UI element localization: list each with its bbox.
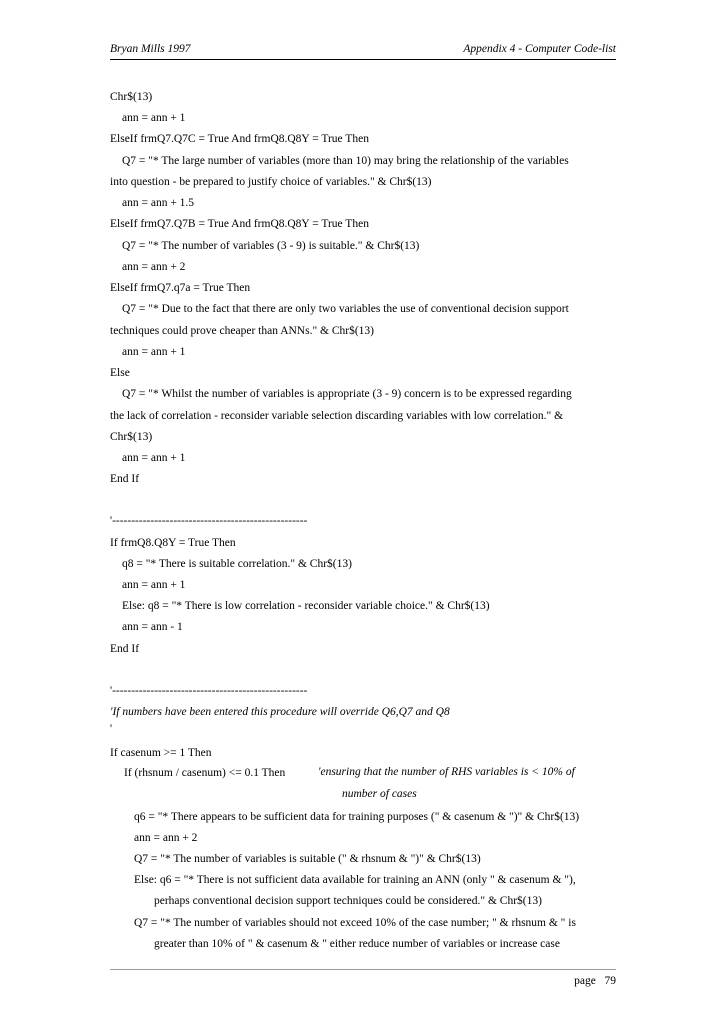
- code-line: Q7 = "* The large number of variables (more than 10) may bring the relationship of the variables: [122, 155, 569, 167]
- page-header: [110, 43, 616, 60]
- code-line: ann = ann + 1: [122, 112, 186, 124]
- code-line: Else: q6 = "* There is not sufficient data available for training an ANN (only " & casenum & "),: [134, 874, 576, 886]
- code-separator: '---------------------------------------------------: [110, 685, 308, 697]
- code-line: Else: q8 = "* There is low correlation - reconsider variable choice." & Chr$(13): [122, 600, 490, 612]
- code-line: ElseIf frmQ7.Q7C = True And frmQ8.Q8Y = True Then: [110, 133, 369, 145]
- code-line: Q7 = "* The number of variables (3 - 9) is suitable." & Chr$(13): [122, 240, 420, 252]
- code-line: If frmQ8.Q8Y = True Then: [110, 537, 236, 549]
- code-line: perhaps conventional decision support techniques could be considered." & Chr$(13): [154, 895, 542, 907]
- code-line: ElseIf frmQ7.Q7B = True And frmQ8.Q8Y = True Then: [110, 218, 369, 230]
- code-line: ann = ann + 2: [134, 832, 198, 844]
- page-number: 79: [604, 975, 616, 987]
- code-comment: 'If numbers have been entered this procedure will override Q6,Q7 and Q8: [110, 706, 450, 718]
- code-line: ann = ann - 1: [122, 621, 183, 633]
- page-label: page: [574, 975, 596, 987]
- code-line: Q7 = "* Whilst the number of variables is appropriate (3 - 9) concern is to be expressed regarding: [122, 388, 572, 400]
- code-line: Chr$(13): [110, 431, 153, 443]
- code-line: ElseIf frmQ7.q7a = True Then: [110, 282, 251, 294]
- code-line: ann = ann + 2: [122, 261, 186, 273]
- header-author: Bryan Mills 1997: [110, 43, 191, 55]
- code-line: techniques could prove cheaper than ANNs." & Chr$(13): [110, 325, 375, 337]
- code-inline-comment: 'ensuring that the number of RHS variables is < 10% of: [318, 766, 575, 778]
- header-section-title: Appendix 4 - Computer Code-list: [463, 43, 616, 55]
- code-line: q6 = "* There appears to be sufficient data for training purposes (" & casenum & ")" & Chr$(13): [134, 811, 580, 823]
- code-line: Q7 = "* Due to the fact that there are only two variables the use of conventional decision support: [122, 303, 569, 315]
- code-line: into question - be prepared to justify choice of variables." & Chr$(13): [110, 176, 432, 188]
- code-line: the lack of correlation - reconsider variable selection discarding variables with low correlation." &: [110, 410, 564, 422]
- code-line: End If: [110, 473, 140, 485]
- code-separator: '---------------------------------------------------: [110, 515, 308, 527]
- footer-divider: [110, 969, 616, 970]
- code-line: ann = ann + 1: [122, 579, 186, 591]
- page-footer: [574, 975, 616, 987]
- code-comment: ': [110, 723, 113, 735]
- code-inline-comment-continued: number of cases: [342, 788, 417, 800]
- code-line: ann = ann + 1: [122, 452, 186, 464]
- code-line: q8 = "* There is suitable correlation." & Chr$(13): [122, 558, 352, 570]
- code-line: Q7 = "* The number of variables should not exceed 10% of the case number; " & rhsnum & " is: [134, 917, 576, 929]
- code-line: Q7 = "* The number of variables is suitable (" & rhsnum & ")" & Chr$(13): [134, 853, 481, 865]
- code-line: If (rhsnum / casenum) <= 0.1 Then: [124, 767, 286, 779]
- code-line: Else: [110, 367, 130, 379]
- code-line: ann = ann + 1.5: [122, 197, 195, 209]
- code-line: End If: [110, 643, 140, 655]
- code-line: If casenum >= 1 Then: [110, 747, 212, 759]
- code-line: ann = ann + 1: [122, 346, 186, 358]
- code-line: Chr$(13): [110, 91, 153, 103]
- code-line: greater than 10% of " & casenum & " either reduce number of variables or increase case: [154, 938, 560, 950]
